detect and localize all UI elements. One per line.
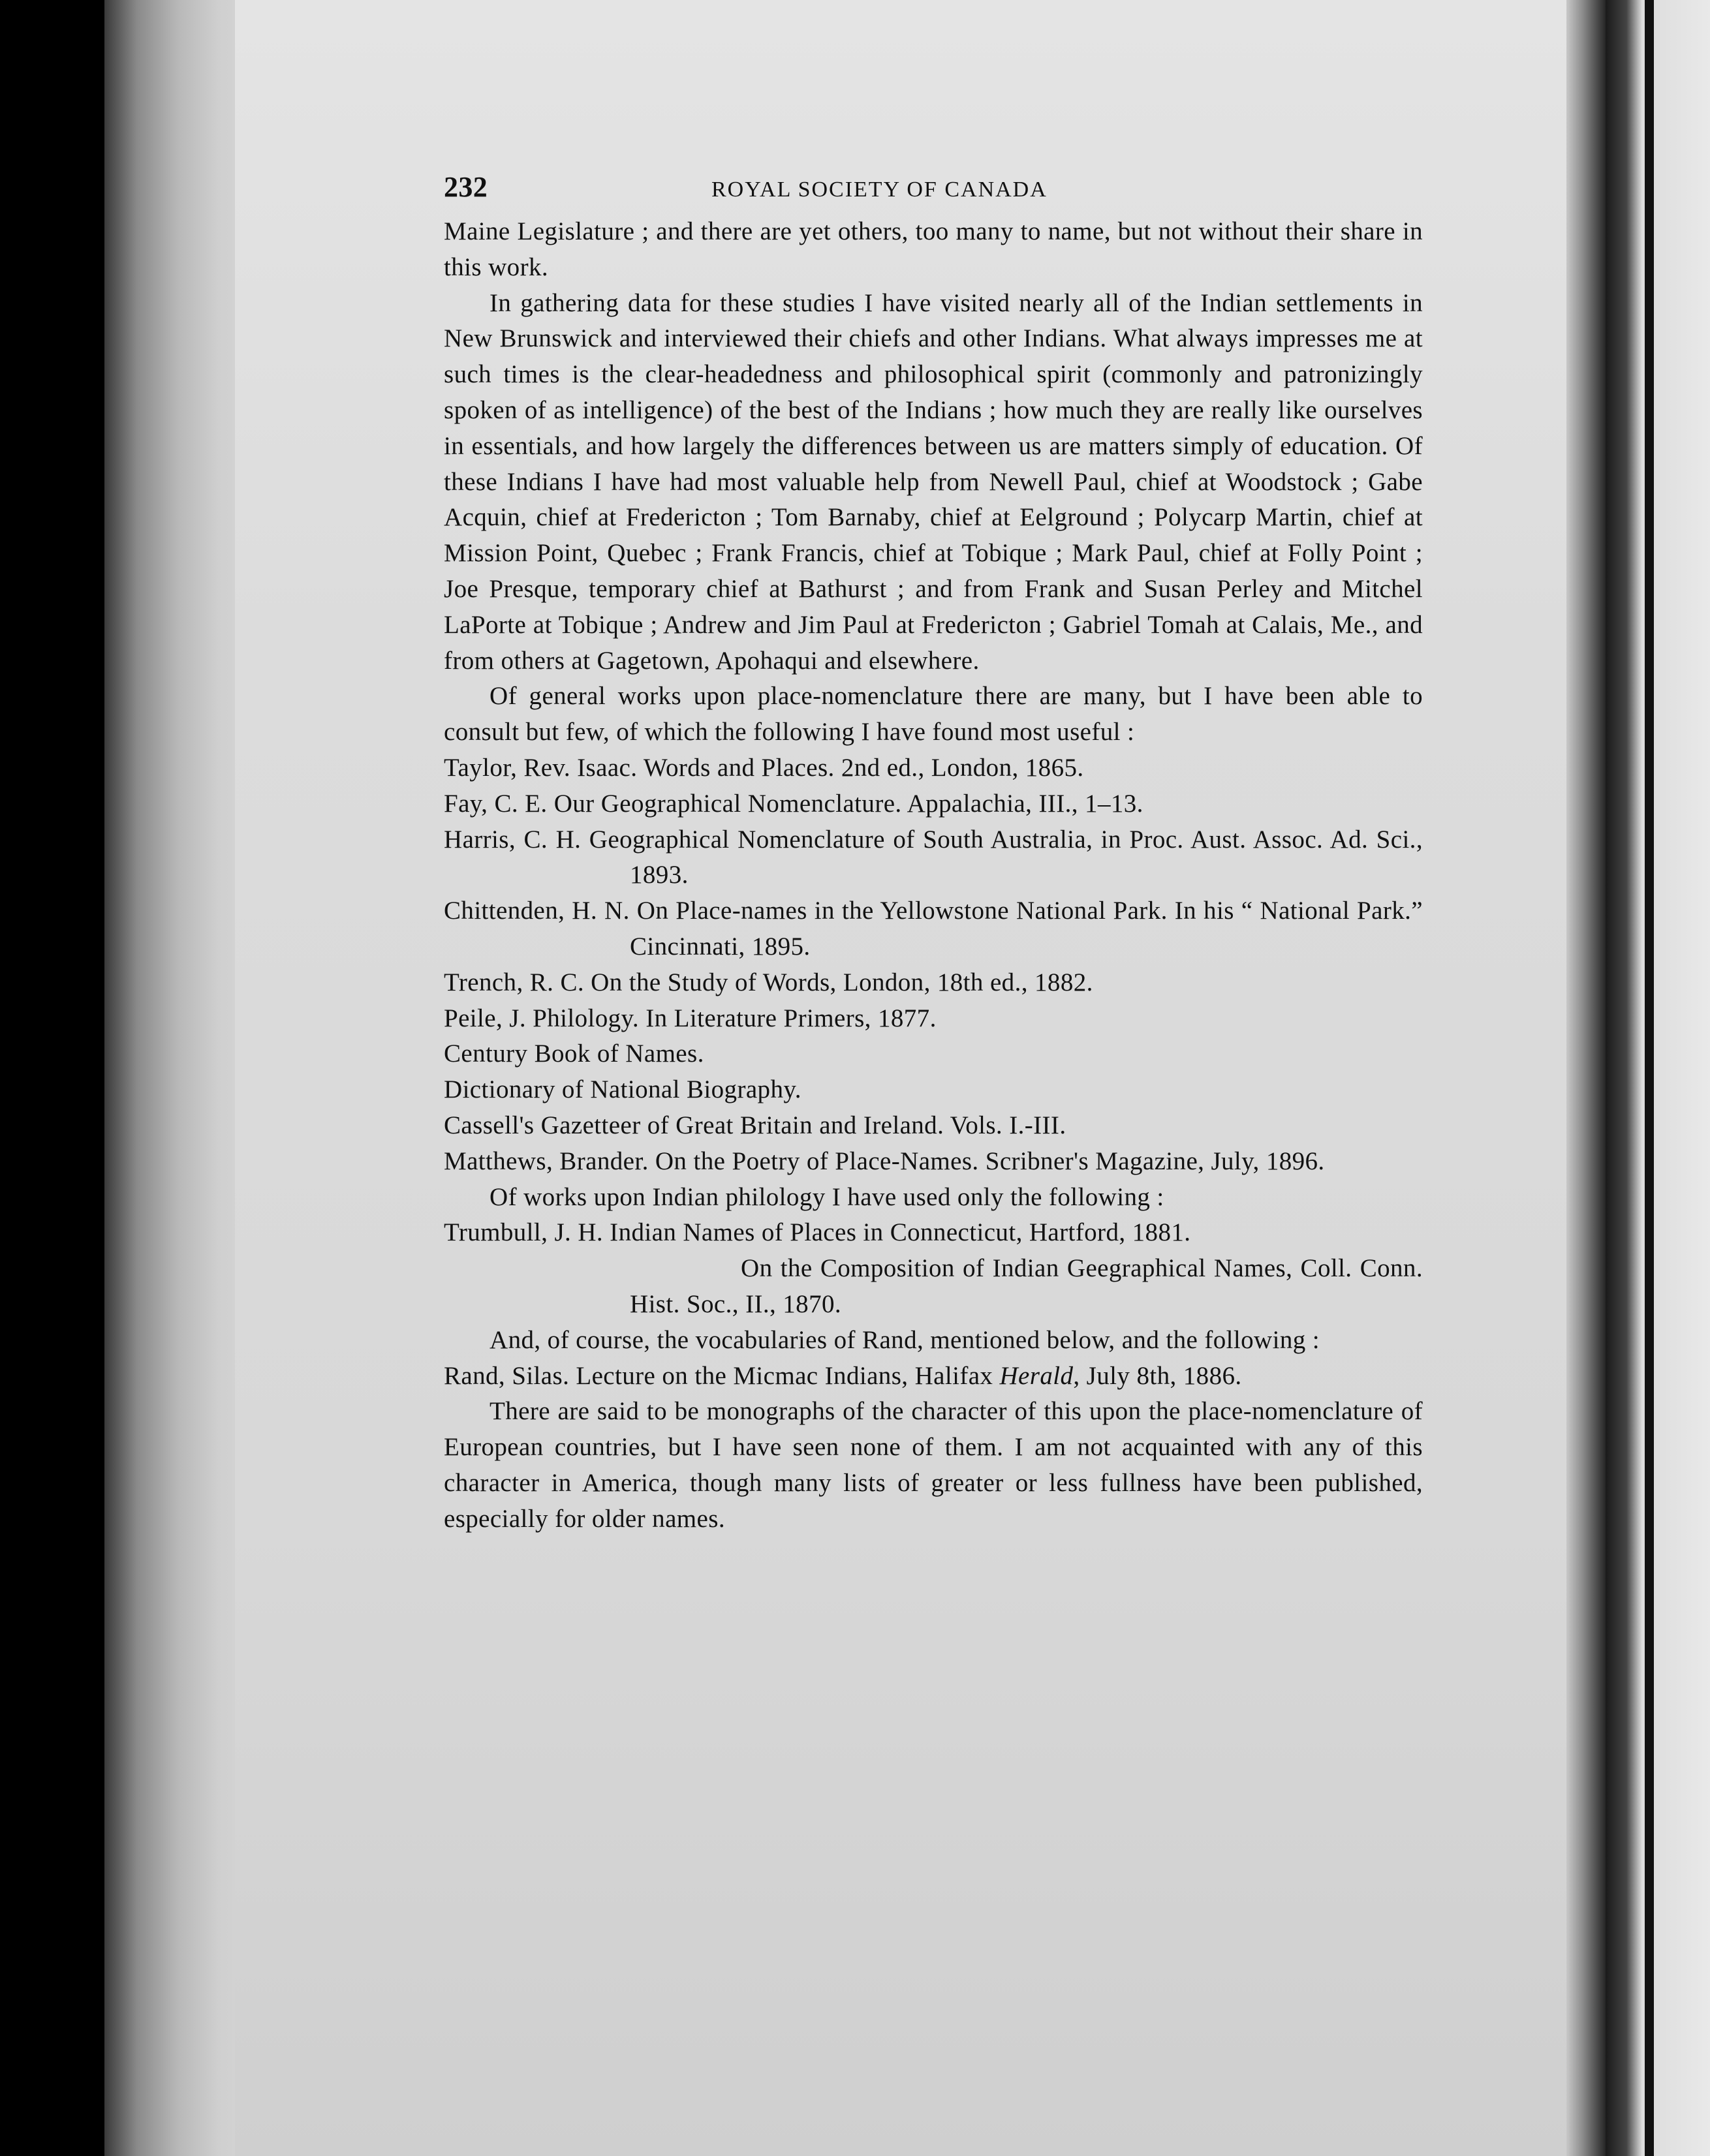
bibliography-general <box>444 750 1423 1180</box>
bibliography-entry-continued: On the Composition of Indian Geegraphical Names, Coll. Conn. Hist. Soc., II., 1870. <box>630 1254 1423 1318</box>
page-header <box>444 170 1423 209</box>
bibliography-entry: Century Book of Names. <box>444 1040 704 1068</box>
paragraph-rand-vocabularies: And, of course, the vocabularies of Rand, mentioned below, and the following : <box>490 1325 1320 1354</box>
page-text <box>444 170 1423 1537</box>
bibliography-entry: Matthews, Brander. On the Poetry of Place-Names. Scribner's Magazine, July, 1896. <box>444 1147 1325 1175</box>
bibliography-entry: Fay, C. E. Our Geographical Nomenclature. Appalachia, III., 1–13. <box>444 789 1143 818</box>
bibliography-indian <box>444 1215 1423 1322</box>
bibliography-entry-rand <box>444 1359 1423 1394</box>
bibliography-entry: Cassell's Gazetteer of Great Britain and Ireland. Vols. I.-III. <box>444 1111 1066 1139</box>
bibliography-entry: Trumbull, J. H. Indian Names of Places in Connecticut, Hartford, 1881. <box>444 1218 1191 1247</box>
paragraph-monographs: There are said to be monographs of the character of this upon the place-nomenclature of European countries, but I have seen none of them. I am not acquainted with any of this character in America, though many lists of greater or less fullness have been published, especially for older names. <box>444 1397 1423 1533</box>
bibliography-entry: Peile, J. Philology. In Literature Primers, 1877. <box>444 1004 937 1032</box>
page-gutter-shadow <box>1566 0 1606 2156</box>
paragraph-indian-philology: Of works upon Indian philology I have used only the following : <box>490 1182 1164 1211</box>
bibliography-entry: Dictionary of National Biography. <box>444 1075 801 1104</box>
rand-entry-text: Rand, Silas. Lecture on the Micmac Indians, Halifax <box>444 1361 993 1390</box>
running-head: ROYAL SOCIETY OF CANADA <box>711 177 1048 202</box>
paragraph-indian-settlements: In gathering data for these studies I have visited nearly all of the Indian settlements in New Brunswick and interviewed their chiefs and other Indians. What always impresses me at such times is the clear-headedness and philosophical spirit (commonly and patronizingly spoken of as intelligence) of the best of the Indians ; how much they are really like ourselves in essentials, and how largely the differences between us are matters simply of education. Of these Indians I have had most valuable help from Newell Paul, chief at Woodstock ; Gabe Acquin, chief at Fredericton ; Tom Barnaby, chief at Eelground ; Polycarp Martin, chief at Mission Point, Quebec ; Frank Francis, chief at Tobique ; Mark Paul, chief at Folly Point ; Joe Presque, temporary chief at Bathurst ; and from Frank and Susan Perley and Mitchel LaPorte at Tobique ; Andrew and Jim Paul at Fredericton ; Gabriel Tomah at Calais, Me., and from others at Gagetown, Apohaqui and elsewhere. <box>444 288 1423 675</box>
rand-entry-tail: , July 8th, 1886. <box>1073 1361 1242 1390</box>
rand-entry-italic: Herald <box>999 1361 1074 1390</box>
facing-page-edge <box>1606 0 1710 2156</box>
paragraph-general-works: Of general works upon place-nomenclature there are many, but I have been able to consult but few, of which the following I have found most useful : <box>444 682 1423 747</box>
bibliography-entry: Taylor, Rev. Isaac. Words and Places. 2nd ed., London, 1865. <box>444 753 1084 782</box>
bibliography-entry: Trench, R. C. On the Study of Words, London, 18th ed., 1882. <box>444 968 1093 996</box>
bibliography-entry: Chittenden, H. N. On Place-names in the Yellowstone National Park. In his “ National Park.” Cincinnati, 1895. <box>444 897 1423 961</box>
bibliography-entry: Harris, C. H. Geographical Nomenclature of South Australia, in Proc. Aust. Assoc. Ad. Sci., 1893. <box>444 825 1423 889</box>
page-number: 232 <box>444 171 488 203</box>
paragraph-continued: Maine Legislature ; and there are yet others, too many to name, but not without their share in this work. <box>444 217 1423 281</box>
gutter-line <box>1645 0 1654 2156</box>
